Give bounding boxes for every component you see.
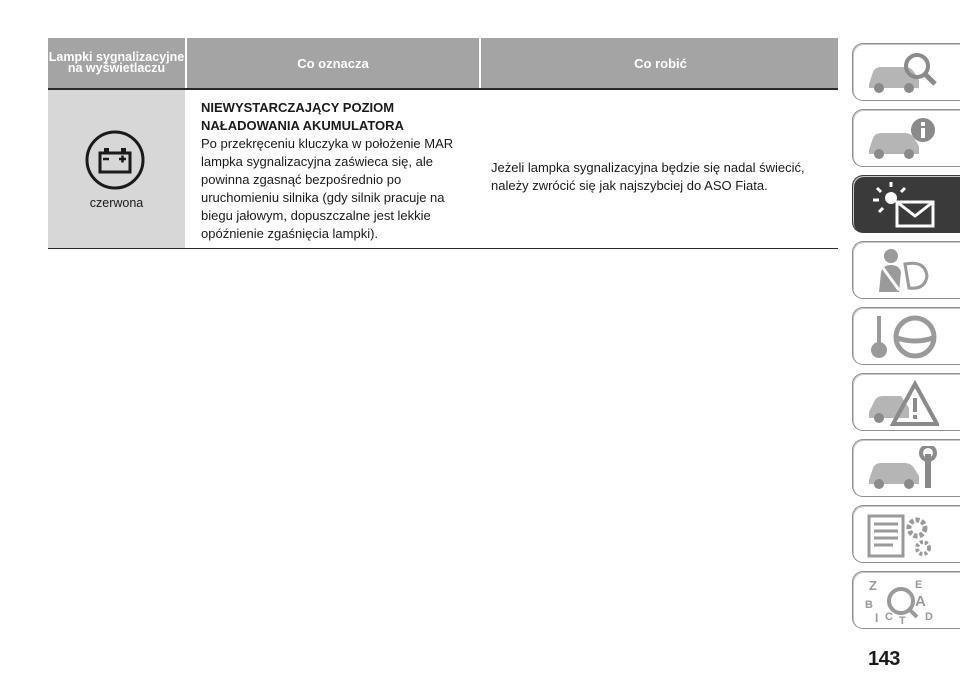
action-text-line: należy zwrócić się jak najszybciej do ASO Fiata.	[491, 178, 768, 193]
meaning-text-line: powinna zgasnąć bezpośrednio po	[201, 172, 402, 187]
tab-starting-driving[interactable]	[852, 307, 960, 365]
tab-car-info[interactable]	[852, 109, 960, 167]
meaning-text-line: Po przekręceniu kluczyka w położenie MAR	[201, 136, 454, 151]
meaning-text-line: lampka sygnalizacyjna zaświeca się, ale	[201, 154, 433, 169]
index-letter: T	[899, 615, 906, 624]
warning-light-message-icon	[865, 182, 939, 228]
meaning-text-line: biegu jałowym, dopuszczalne jest lekkie	[201, 208, 431, 223]
spec-sheet-gears-icon	[865, 512, 939, 558]
car-search-icon	[865, 50, 939, 96]
car-wrench-icon	[865, 446, 939, 492]
index-letter: I	[875, 611, 879, 624]
meaning-title-line-1: NIEWYSTARCZAJĄCY POZIOM	[201, 100, 395, 115]
tab-technical-data[interactable]	[852, 505, 960, 563]
table-row	[48, 90, 838, 249]
lamp-cell	[48, 90, 185, 248]
action-cell	[491, 159, 836, 195]
meaning-cell	[201, 99, 486, 243]
car-warning-triangle-icon	[865, 380, 939, 426]
tab-car-search[interactable]	[852, 43, 960, 101]
index-letter: C	[885, 611, 893, 623]
index-letter: E	[915, 579, 923, 591]
warning-lights-table	[48, 38, 838, 249]
index-letter: A	[915, 593, 926, 610]
meaning-text-line: uruchomieniu silnika (gdy silnik pracuje na	[201, 190, 445, 205]
index-letter: Z	[869, 578, 877, 593]
lamp-color-label: czerwona	[89, 196, 144, 210]
car-info-icon	[865, 116, 939, 162]
header-meaning: Co oznacza	[185, 38, 479, 88]
header-lamps: Lampki sygnalizacyjne na wyświetlaczu	[48, 50, 185, 75]
alphabetical-index-icon	[865, 578, 939, 624]
table-header	[48, 38, 838, 90]
meaning-text-line: opóźnienie zgaśnięcia lampki).	[201, 226, 379, 241]
page-number: 143	[868, 648, 900, 670]
index-letter: B	[865, 599, 873, 611]
seatbelt-airbag-icon	[865, 248, 939, 294]
tab-safety[interactable]	[852, 241, 960, 299]
action-text-line: Jeżeli lampka sygnalizacyjna będzie się nadal świecić,	[491, 160, 805, 175]
key-steering-wheel-icon	[865, 314, 939, 360]
tab-alphabetical-index[interactable]	[852, 571, 960, 629]
meaning-title-line-2: NAŁADOWANIA AKUMULATORA	[201, 118, 404, 133]
battery-icon	[85, 130, 145, 190]
index-letter: D	[925, 611, 933, 623]
tab-maintenance[interactable]	[852, 439, 960, 497]
tab-warning-lights[interactable]	[852, 175, 960, 233]
header-action: Co robić	[479, 38, 840, 88]
tab-emergency[interactable]	[852, 373, 960, 431]
